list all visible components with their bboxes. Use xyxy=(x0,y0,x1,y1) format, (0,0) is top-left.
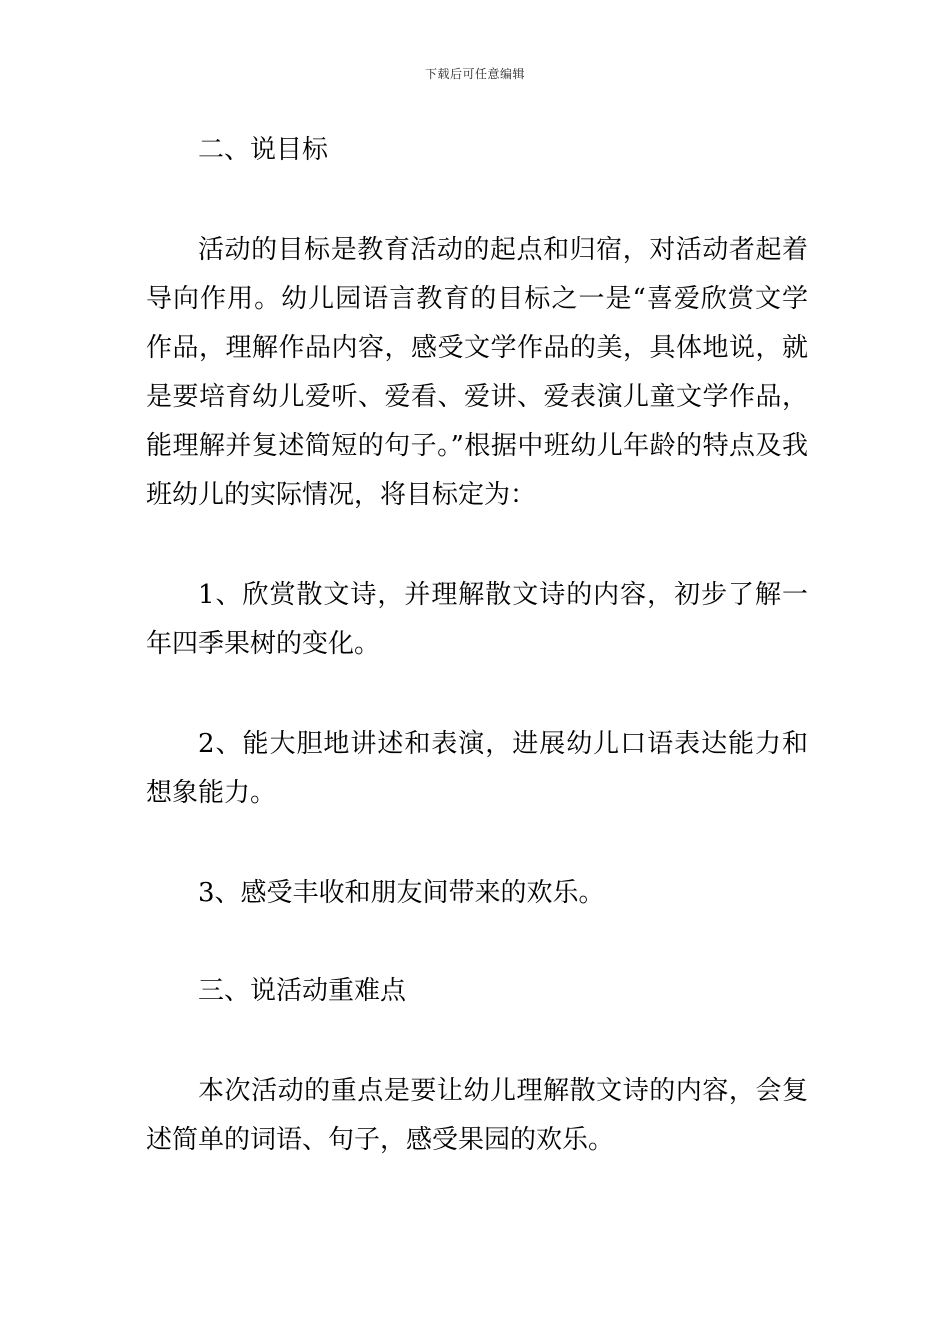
paragraph-goals-intro: 活动的目标是教育活动的起点和归宿，对活动者起着导向作用。幼儿园语言教育的目标之一是“喜爱欣赏文学作品，理解作品内容，感受文学作品的美，具体地说，就是要培育幼儿爱听、爱看、爱讲、爱表演儿童文学作品，能理解并复述简短的句子。”根据中班幼儿年龄的特点及我班幼儿的实际情况，将目标定为： xyxy=(146,235,808,510)
goal-item-1: 1、欣赏散文诗，并理解散文诗的内容，初步了解一年四季果树的变化。 xyxy=(146,580,808,659)
document-body xyxy=(146,126,808,1165)
header-note: 下载后可任意编辑 xyxy=(424,67,525,81)
section-heading-goals: 二、说目标 xyxy=(198,135,329,165)
paragraph-key-points: 本次活动的重点是要让幼儿理解散文诗的内容，会复述简单的词语、句子，感受果园的欢乐。 xyxy=(146,1076,808,1155)
goal-item-2: 2、能大胆地讲述和表演，进展幼儿口语表达能力和想象能力。 xyxy=(146,729,808,808)
goal-item-3: 3、感受丰收和朋友间带来的欢乐。 xyxy=(198,878,605,908)
section-heading-key-points: 三、说活动重难点 xyxy=(198,976,407,1006)
